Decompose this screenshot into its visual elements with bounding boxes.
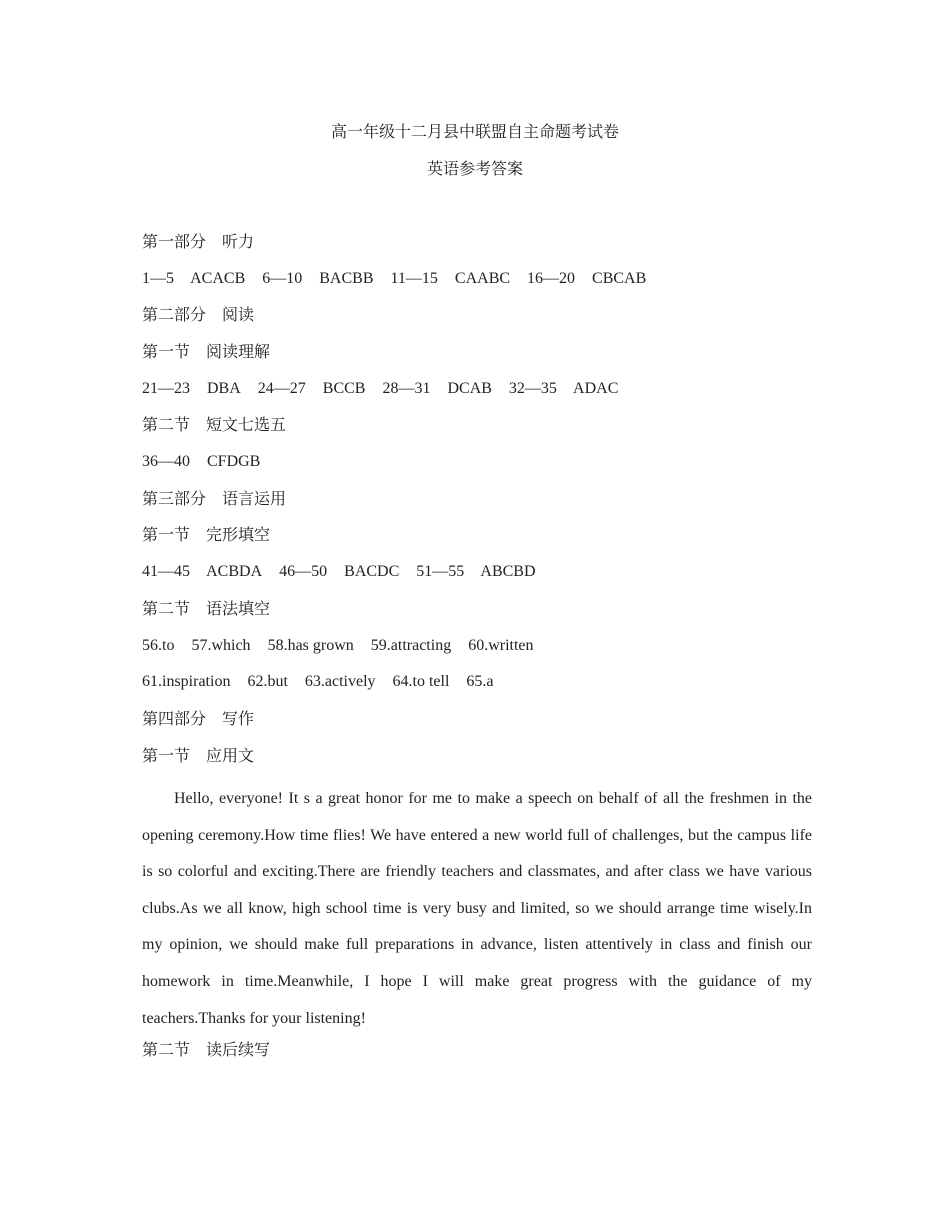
answer-value: ADAC bbox=[573, 380, 619, 397]
answer-value: BACDC bbox=[344, 563, 400, 580]
answer-range: 28—31 bbox=[382, 380, 431, 397]
part3-name: 语言运用 bbox=[222, 489, 287, 508]
grammar-answer: 57.which bbox=[191, 637, 251, 654]
part3-heading bbox=[142, 489, 286, 509]
answer-range: 51—55 bbox=[416, 563, 465, 580]
part4-name: 写作 bbox=[222, 709, 255, 728]
grammar-answers-row1 bbox=[142, 636, 547, 656]
section-label: 第一节 bbox=[142, 342, 191, 361]
section-label: 第一节 bbox=[142, 525, 191, 544]
grammar-answer: 64.to tell bbox=[392, 673, 450, 690]
section-name: 短文七选五 bbox=[206, 415, 287, 434]
answer-range: 32—35 bbox=[508, 380, 557, 397]
part2-section1-answers bbox=[142, 379, 631, 399]
answer-value: ACACB bbox=[190, 270, 246, 287]
answer-range: 21—23 bbox=[142, 380, 190, 397]
part1-label: 第一部分 bbox=[142, 232, 207, 251]
part2-section2-heading bbox=[142, 415, 286, 435]
section-name: 应用文 bbox=[206, 746, 255, 765]
part4-section1-heading bbox=[142, 746, 254, 766]
part4-heading bbox=[142, 709, 254, 729]
section-name: 读后续写 bbox=[206, 1040, 271, 1059]
answer-value: ABCBD bbox=[480, 563, 536, 580]
answer-value: DBA bbox=[207, 380, 241, 397]
grammar-answers-row2 bbox=[142, 672, 507, 692]
part3-section1-heading bbox=[142, 525, 270, 545]
grammar-answer: 59.attracting bbox=[370, 637, 452, 654]
section-label: 第二节 bbox=[142, 415, 191, 434]
part2-section2-answers bbox=[142, 452, 273, 472]
section-name: 语法填空 bbox=[206, 599, 271, 618]
section-name: 完形填空 bbox=[206, 525, 271, 544]
answer-range: 1—5 bbox=[142, 270, 174, 287]
grammar-answer: 61.inspiration bbox=[142, 673, 231, 690]
answer-value: CBCAB bbox=[592, 270, 647, 287]
answer-value: CAABC bbox=[454, 270, 511, 287]
answer-value: DCAB bbox=[447, 380, 492, 397]
grammar-answer: 56.to bbox=[142, 637, 175, 654]
section-label: 第二节 bbox=[142, 1040, 191, 1059]
answer-range: 46—50 bbox=[279, 563, 328, 580]
answer-value: CFDGB bbox=[207, 453, 261, 470]
answer-value: ACBDA bbox=[206, 563, 263, 580]
answer-range: 16—20 bbox=[527, 270, 576, 287]
part3-label: 第三部分 bbox=[142, 489, 207, 508]
answer-range: 41—45 bbox=[142, 563, 190, 580]
part1-heading bbox=[142, 232, 254, 252]
part3-section2-heading bbox=[142, 599, 270, 619]
document-subtitle: 英语参考答案 bbox=[426, 159, 523, 178]
grammar-answer: 60.written bbox=[468, 637, 534, 654]
answer-value: BCCB bbox=[322, 380, 366, 397]
section-label: 第二节 bbox=[142, 599, 191, 618]
answer-range: 24—27 bbox=[257, 380, 306, 397]
part2-heading bbox=[142, 305, 254, 325]
grammar-answer: 63.actively bbox=[304, 673, 376, 690]
part1-name: 听力 bbox=[222, 232, 255, 251]
part2-section1-heading bbox=[142, 342, 270, 362]
section-name: 阅读理解 bbox=[206, 342, 271, 361]
grammar-answer: 58.has grown bbox=[267, 637, 354, 654]
grammar-answer: 62.but bbox=[247, 673, 288, 690]
part4-section2-heading bbox=[142, 1040, 270, 1060]
part2-name: 阅读 bbox=[222, 305, 255, 324]
answer-value: BACBB bbox=[319, 270, 374, 287]
part2-label: 第二部分 bbox=[142, 305, 207, 324]
grammar-answer: 65.a bbox=[466, 673, 494, 690]
document-title: 高一年级十二月县中联盟自主命题考试卷 bbox=[330, 122, 619, 141]
part3-section1-answers bbox=[142, 562, 549, 582]
answer-range: 6—10 bbox=[262, 270, 303, 287]
part1-answers bbox=[142, 269, 659, 289]
section-label: 第一节 bbox=[142, 746, 191, 765]
answer-range: 11—15 bbox=[390, 270, 438, 287]
part4-label: 第四部分 bbox=[142, 709, 207, 728]
answer-range: 36—40 bbox=[142, 453, 190, 470]
model-essay: Hello, everyone! It s a great honor for me to make a speech on behalf of all the freshmen in the opening ceremony.How time flies! We have entered a new world full of challenges, but the campus life is so colorful and exciting.There are friendly teachers and classmates, and after class we have various clubs.As we all know, high school time is very busy and limited, so we should arrange time wisely.In my opinion, we should make full preparations in advance, listen attentively in class and finish our homework in time.Meanwhile, I hope I will make great progress with the guidance of my teachers.Thanks for your listening! bbox=[142, 790, 812, 1027]
